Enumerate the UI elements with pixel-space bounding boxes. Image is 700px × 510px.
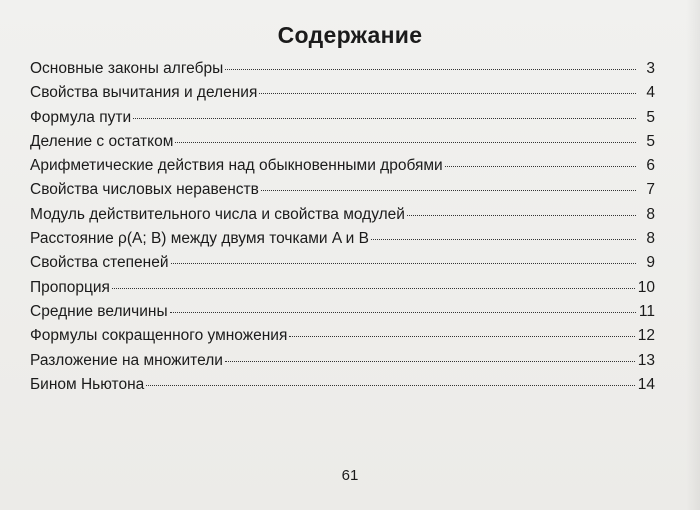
toc-entry-page: 12	[637, 327, 655, 345]
toc-entry-label: Формулы сокращенного умножения	[30, 327, 288, 345]
dot-leader	[445, 166, 636, 167]
toc-entry-label: Арифметические действия над обыкновенными дробями	[30, 157, 443, 175]
toc-entry-label: Формула пути	[30, 108, 132, 126]
toc-entry-page: 6	[646, 157, 655, 175]
dot-leader	[112, 288, 635, 289]
toc-entry-page: 11	[638, 302, 655, 320]
dot-leader	[171, 263, 636, 264]
toc-entry-page: 5	[646, 108, 655, 126]
toc-entry[interactable]	[30, 352, 655, 376]
toc-entry-label: Пропорция	[30, 278, 110, 296]
toc-entry-label: Свойства числовых неравенств	[30, 181, 259, 199]
toc-entry-page: 4	[646, 84, 655, 102]
toc-entry-page: 3	[646, 60, 655, 77]
toc-entry[interactable]	[30, 181, 655, 205]
table-of-contents	[30, 60, 655, 400]
dot-leader	[261, 190, 636, 191]
toc-entry[interactable]	[30, 133, 655, 157]
toc-entry[interactable]	[30, 206, 655, 230]
toc-entry-page: 8	[646, 205, 655, 223]
page-number: 61	[341, 467, 359, 484]
toc-entry[interactable]	[30, 84, 655, 108]
toc-entry-label: Разложение на множители	[30, 351, 223, 369]
toc-entry-page: 5	[646, 132, 655, 150]
toc-entry-label: Основные законы алгебры	[30, 60, 224, 77]
toc-entry[interactable]	[30, 157, 655, 181]
toc-entry-label: Средние величины	[30, 302, 168, 320]
page-edge-shadow	[686, 0, 700, 510]
toc-entry-page: 14	[637, 375, 655, 393]
toc-entry[interactable]	[30, 230, 655, 254]
dot-leader	[146, 385, 634, 386]
toc-entry[interactable]	[30, 254, 655, 278]
toc-entry-label: Расстояние ρ(A; B) между двумя точками A и B	[30, 230, 369, 248]
dot-leader	[225, 69, 636, 70]
page-title: Содержание	[277, 22, 423, 48]
toc-entry-label: Деление с остатком	[30, 132, 174, 150]
toc-entry-page: 9	[646, 254, 655, 272]
dot-leader	[225, 361, 635, 362]
dot-leader	[407, 215, 636, 216]
toc-entry[interactable]	[30, 109, 655, 133]
dot-leader	[170, 312, 636, 313]
toc-entry-page: 7	[646, 181, 655, 199]
dot-leader	[289, 336, 634, 337]
toc-entry-label: Свойства степеней	[30, 254, 169, 272]
toc-entry-label: Модуль действительного числа и свойства модулей	[30, 205, 405, 223]
toc-entry[interactable]	[30, 303, 655, 327]
toc-entry-page: 8	[646, 230, 655, 248]
toc-entry-page: 10	[637, 278, 655, 296]
toc-entry-label: Свойства вычитания и деления	[30, 84, 258, 102]
dot-leader	[371, 239, 636, 240]
toc-entry[interactable]	[30, 279, 655, 303]
toc-entry-page: 13	[637, 351, 655, 369]
toc-entry[interactable]	[30, 60, 655, 84]
dot-leader	[259, 93, 636, 94]
toc-entry[interactable]	[30, 376, 655, 400]
dot-leader	[175, 142, 636, 143]
dot-leader	[133, 118, 636, 119]
toc-entry[interactable]	[30, 327, 655, 351]
toc-entry-label: Бином Ньютона	[30, 375, 145, 393]
